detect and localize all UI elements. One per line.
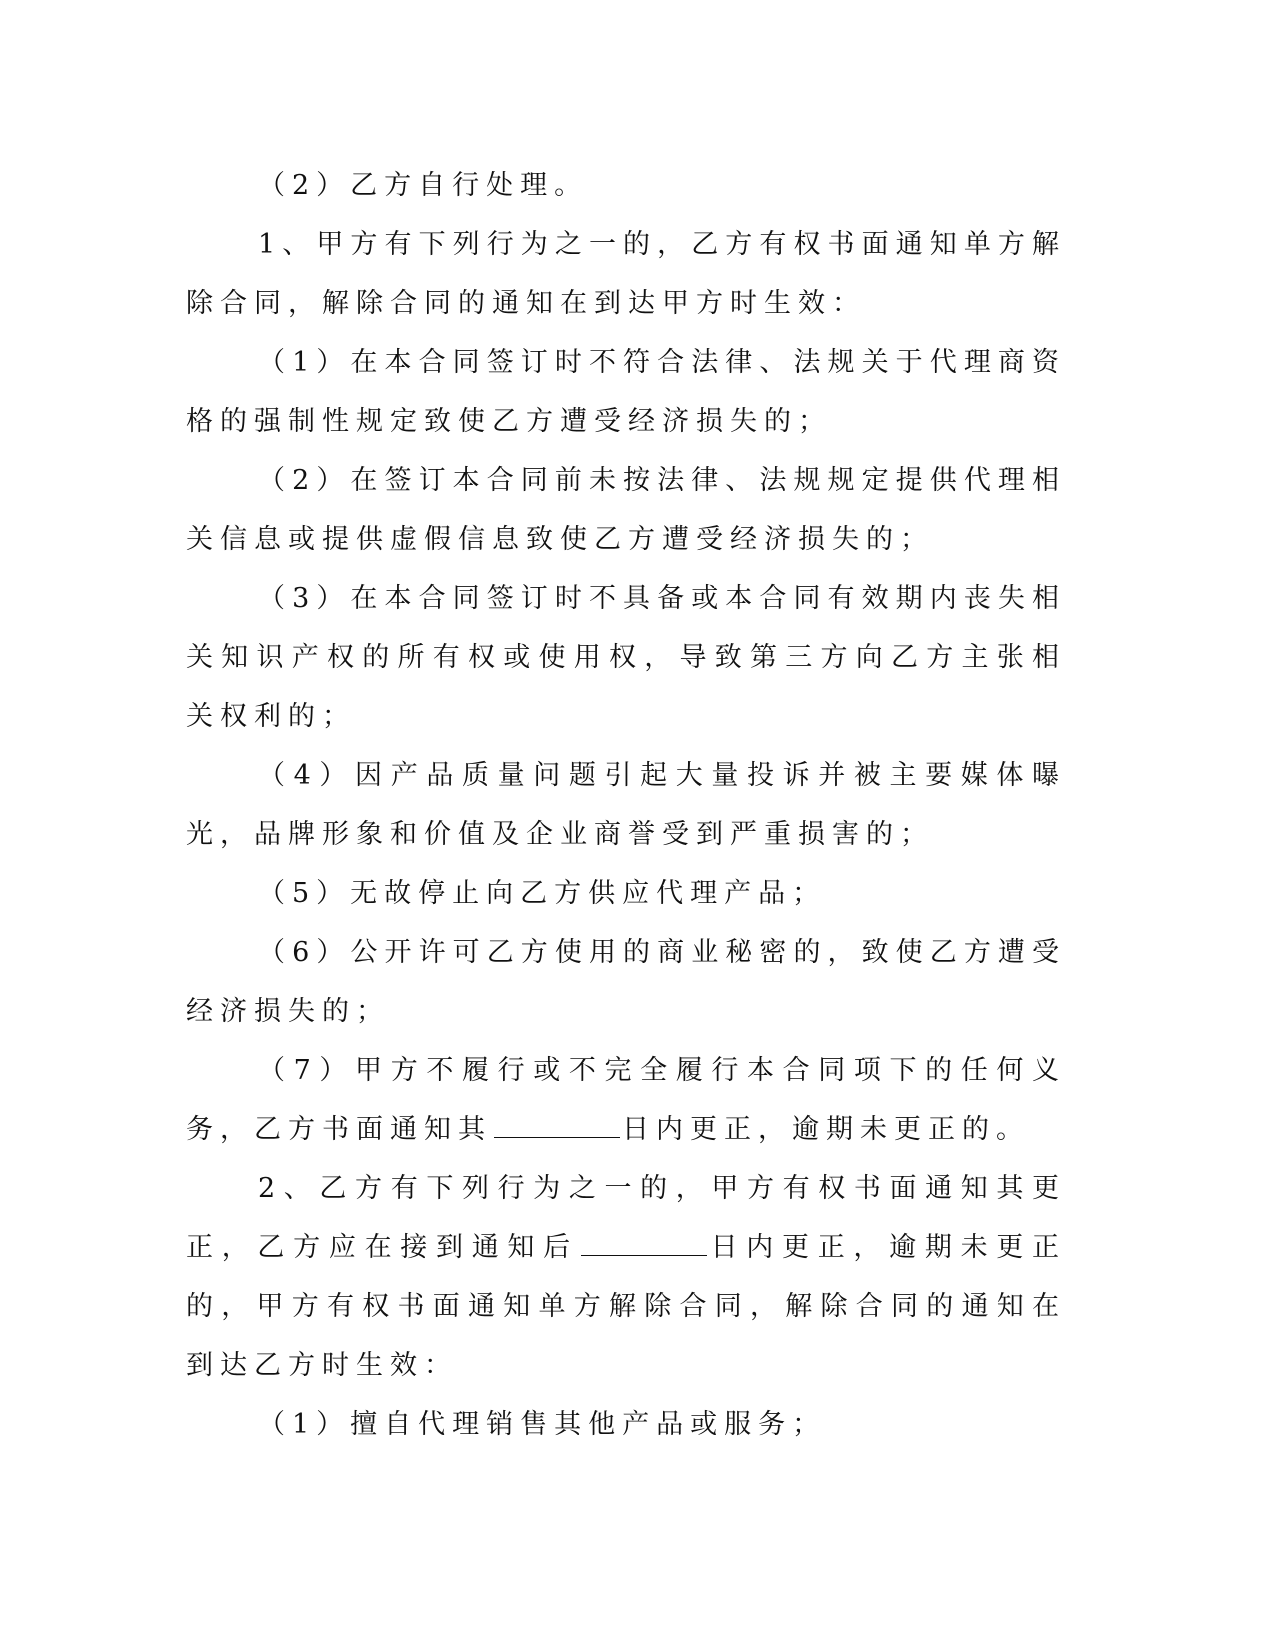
paragraph-clause-1: 1、甲方有下列行为之一的，乙方有权书面通知单方解除合同，解除合同的通知在到达甲方时生效： (186, 229, 1066, 319)
paragraph-clause-1-item-6: （6）公开许可乙方使用的商业秘密的，致使乙方遭受经济损失的； (186, 937, 1066, 1027)
paragraph-item-2-handling: （2）乙方自行处理。 (258, 170, 589, 201)
document-body (186, 156, 1066, 1454)
clause-1-item-7-text-before: （7）甲方不履行或不完全履行本合同项下的任何义务，乙方书面通知其 (186, 1055, 1066, 1145)
days-blank-line (494, 1113, 620, 1138)
clause-2-text-before: 2、乙方有下列行为之一的，甲方有权书面通知其更正，乙方应在接到通知后 (186, 1173, 1066, 1263)
paragraph-clause-1-item-4: （4）因产品质量问题引起大量投诉并被主要媒体曝光，品牌形象和价值及企业商誉受到严重损害的； (186, 760, 1066, 850)
clause-1-item-7-text-after: 日内更正，逾期未更正的。 (622, 1114, 1030, 1145)
paragraph-clause-1-item-7 (186, 1041, 1066, 1159)
paragraph-clause-1-item-1: （1）在本合同签订时不符合法律、法规关于代理商资格的强制性规定致使乙方遭受经济损失的； (186, 347, 1066, 437)
clause-2-text-after: 日内更正，逾期未更正的，甲方有权书面通知单方解除合同，解除合同的通知在到达乙方时生效： (186, 1232, 1067, 1381)
paragraph-clause-1-item-3: （3）在本合同签订时不具备或本合同有效期内丧失相关知识产权的所有权或使用权，导致第三方向乙方主张相关权利的； (186, 583, 1066, 732)
paragraph-clause-2 (186, 1159, 1066, 1395)
paragraph-clause-2-item-1: （1）擅自代理销售其他产品或服务； (258, 1409, 827, 1440)
paragraph-clause-1-item-5: （5）无故停止向乙方供应代理产品； (258, 878, 827, 909)
paragraph-clause-1-item-2: （2）在签订本合同前未按法律、法规规定提供代理相关信息或提供虚假信息致使乙方遭受经济损失的； (186, 465, 1066, 555)
days-blank-line (581, 1231, 707, 1256)
